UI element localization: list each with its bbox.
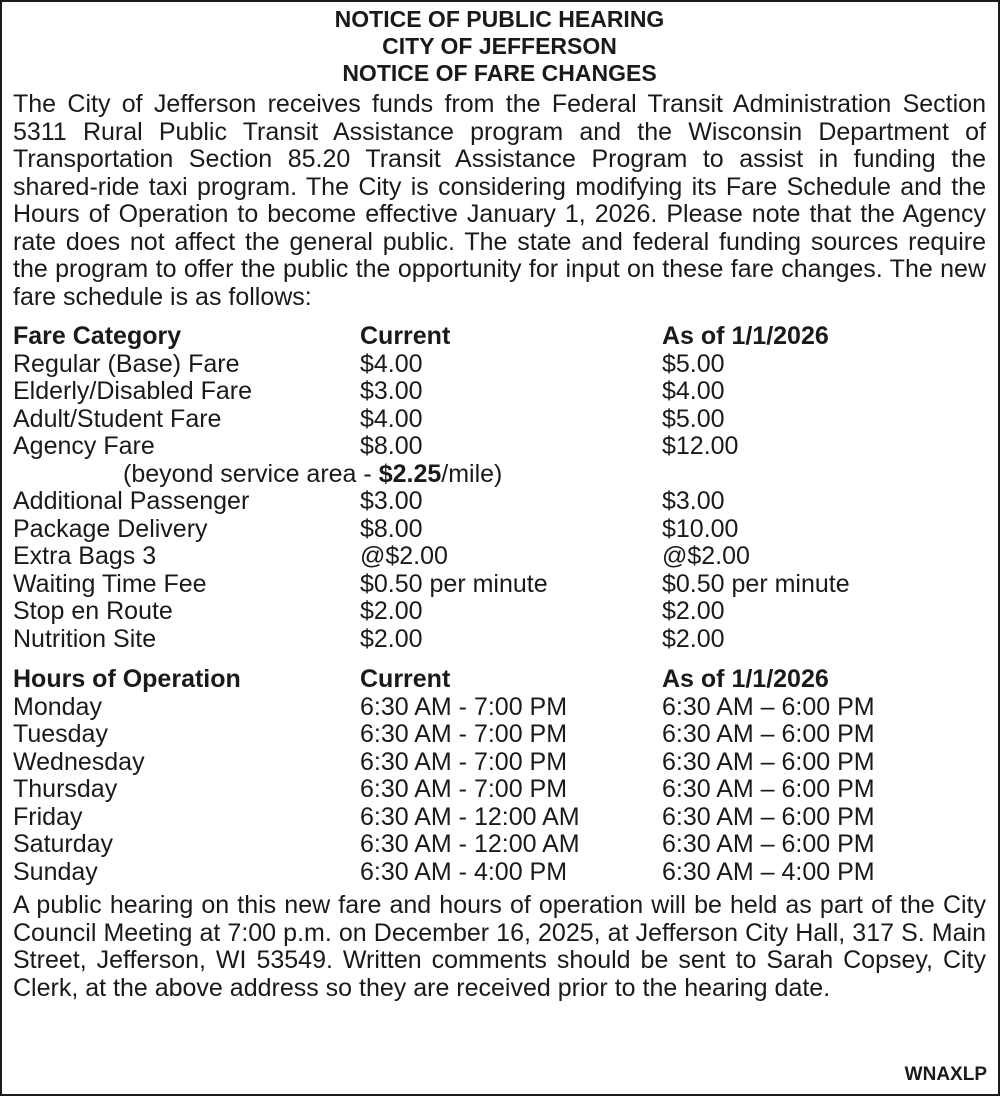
fare-category: Extra Bags 3 bbox=[13, 542, 157, 570]
hours-new: 6:30 AM – 6:00 PM bbox=[662, 775, 875, 803]
hours-row bbox=[13, 831, 986, 859]
fare-row bbox=[13, 433, 986, 461]
fare-new: $5.00 bbox=[662, 349, 725, 378]
fare-new: $2.00 bbox=[662, 597, 725, 625]
hours-current: 6:30 AM - 7:00 PM bbox=[360, 747, 568, 776]
fare-new: $5.00 bbox=[662, 404, 725, 433]
fare-row bbox=[13, 488, 986, 516]
hours-new: 6:30 AM – 6:00 PM bbox=[662, 830, 875, 858]
notice-content bbox=[13, 6, 986, 1002]
fare-header-current: Current bbox=[360, 322, 451, 350]
hours-current: 6:30 AM - 12:00 AM bbox=[360, 802, 580, 831]
fare-current: $3.00 bbox=[360, 487, 423, 515]
hours-row bbox=[13, 721, 986, 749]
hours-table-header bbox=[13, 666, 986, 694]
hours-current: 6:30 AM - 7:00 PM bbox=[360, 775, 568, 803]
agency-note-prefix: (beyond service area - bbox=[123, 459, 379, 488]
hours-day: Tuesday bbox=[13, 720, 108, 748]
fare-row bbox=[13, 406, 986, 434]
fare-row bbox=[13, 378, 986, 406]
fare-current: @$2.00 bbox=[360, 542, 448, 570]
fare-new: @$2.00 bbox=[662, 542, 750, 570]
hours-new: 6:30 AM – 6:00 PM bbox=[662, 720, 875, 748]
fare-category: Stop en Route bbox=[13, 597, 173, 625]
fare-current: $8.00 bbox=[360, 514, 423, 543]
hours-day: Friday bbox=[13, 802, 83, 831]
hours-new: 6:30 AM – 6:00 PM bbox=[662, 802, 875, 831]
agency-note-suffix: /mile) bbox=[441, 459, 503, 488]
fare-current: $8.00 bbox=[360, 432, 423, 460]
hours-new: 6:30 AM – 6:00 PM bbox=[662, 747, 875, 776]
fare-table bbox=[13, 323, 986, 886]
closing-paragraph: A public hearing on this new fare and hours of operation will be held as part of the City Council Meeting at 7:00 p.m. on December 16, 2025, at Jefferson City Hall, 317 S. Main Street, Jefferson, WI 53549. Written comments should be sent to Sarah Copsey, City Clerk, at the above address so they are received prior to the hearing date. bbox=[13, 891, 986, 1002]
hours-day: Saturday bbox=[13, 830, 114, 858]
fare-new: $0.50 per minute bbox=[662, 569, 850, 598]
hours-current: 6:30 AM - 4:00 PM bbox=[360, 857, 568, 886]
fare-current: $4.00 bbox=[360, 404, 423, 433]
notice-title-line-1: NOTICE OF PUBLIC HEARING bbox=[334, 6, 665, 32]
fare-category: Waiting Time Fee bbox=[13, 569, 207, 598]
fare-row bbox=[13, 543, 986, 571]
hours-header-day: Hours of Operation bbox=[13, 665, 241, 693]
hours-day: Sunday bbox=[13, 857, 98, 886]
fare-new: $4.00 bbox=[662, 377, 725, 405]
intro-paragraph: The City of Jefferson receives funds from the Federal Transit Administration Section 5311 Rural Public Transit Assistance program and the Wisconsin Department of Transportation Section 85.20 Transit Assistance Program to assist in funding the shared-ride taxi program. The City is considering modifying its Fare Schedule and the Hours of Operation to become effective January 1, 2026. Please note that the Agency rate does not affect the general public. The state and federal funding sources require the program to offer the public the opportunity for input on these fare changes. The new fare schedule is as follows: bbox=[13, 90, 986, 311]
fare-category: Nutrition Site bbox=[13, 624, 157, 653]
hours-day: Thursday bbox=[13, 775, 118, 803]
agency-fare-note bbox=[13, 461, 986, 489]
fare-category: Elderly/Disabled Fare bbox=[13, 377, 252, 405]
fare-header-category: Fare Category bbox=[13, 322, 182, 350]
fare-category: Agency Fare bbox=[13, 432, 155, 460]
notice-title-line-2: CITY OF JEFFERSON bbox=[382, 33, 617, 59]
notice-title-line-3: NOTICE OF FARE CHANGES bbox=[342, 60, 657, 86]
fare-category: Package Delivery bbox=[13, 514, 208, 543]
fare-row bbox=[13, 516, 986, 544]
fare-category: Regular (Base) Fare bbox=[13, 349, 240, 378]
fare-header-new: As of 1/1/2026 bbox=[662, 322, 829, 350]
fare-row bbox=[13, 626, 986, 654]
fare-new: $12.00 bbox=[662, 432, 739, 460]
fare-current: $0.50 per minute bbox=[360, 569, 548, 598]
hours-current: 6:30 AM - 12:00 AM bbox=[360, 830, 580, 858]
hours-row bbox=[13, 749, 986, 777]
hours-row bbox=[13, 776, 986, 804]
hours-day: Wednesday bbox=[13, 747, 145, 776]
fare-new: $2.00 bbox=[662, 624, 725, 653]
hours-row bbox=[13, 694, 986, 722]
fare-new: $10.00 bbox=[662, 514, 739, 543]
hours-row bbox=[13, 859, 986, 887]
hours-day: Monday bbox=[13, 692, 102, 721]
fare-current: $3.00 bbox=[360, 377, 423, 405]
hours-current: 6:30 AM - 7:00 PM bbox=[360, 692, 568, 721]
hours-current: 6:30 AM - 7:00 PM bbox=[360, 720, 568, 748]
hours-header-new: As of 1/1/2026 bbox=[662, 665, 829, 693]
fare-new: $3.00 bbox=[662, 487, 725, 515]
fare-current: $2.00 bbox=[360, 624, 423, 653]
hours-header-current: Current bbox=[360, 665, 451, 693]
hours-new: 6:30 AM – 6:00 PM bbox=[662, 692, 875, 721]
fare-current: $4.00 bbox=[360, 349, 423, 378]
fare-row bbox=[13, 571, 986, 599]
hours-new: 6:30 AM – 4:00 PM bbox=[662, 857, 875, 886]
hours-row bbox=[13, 804, 986, 832]
fare-row bbox=[13, 351, 986, 379]
agency-note-amount: $2.25 bbox=[378, 459, 442, 488]
fare-row bbox=[13, 598, 986, 626]
publication-code: WNAXLP bbox=[904, 1064, 987, 1085]
fare-table-header bbox=[13, 323, 986, 351]
fare-current: $2.00 bbox=[360, 597, 423, 625]
fare-category: Additional Passenger bbox=[13, 487, 250, 515]
fare-category: Adult/Student Fare bbox=[13, 404, 222, 433]
